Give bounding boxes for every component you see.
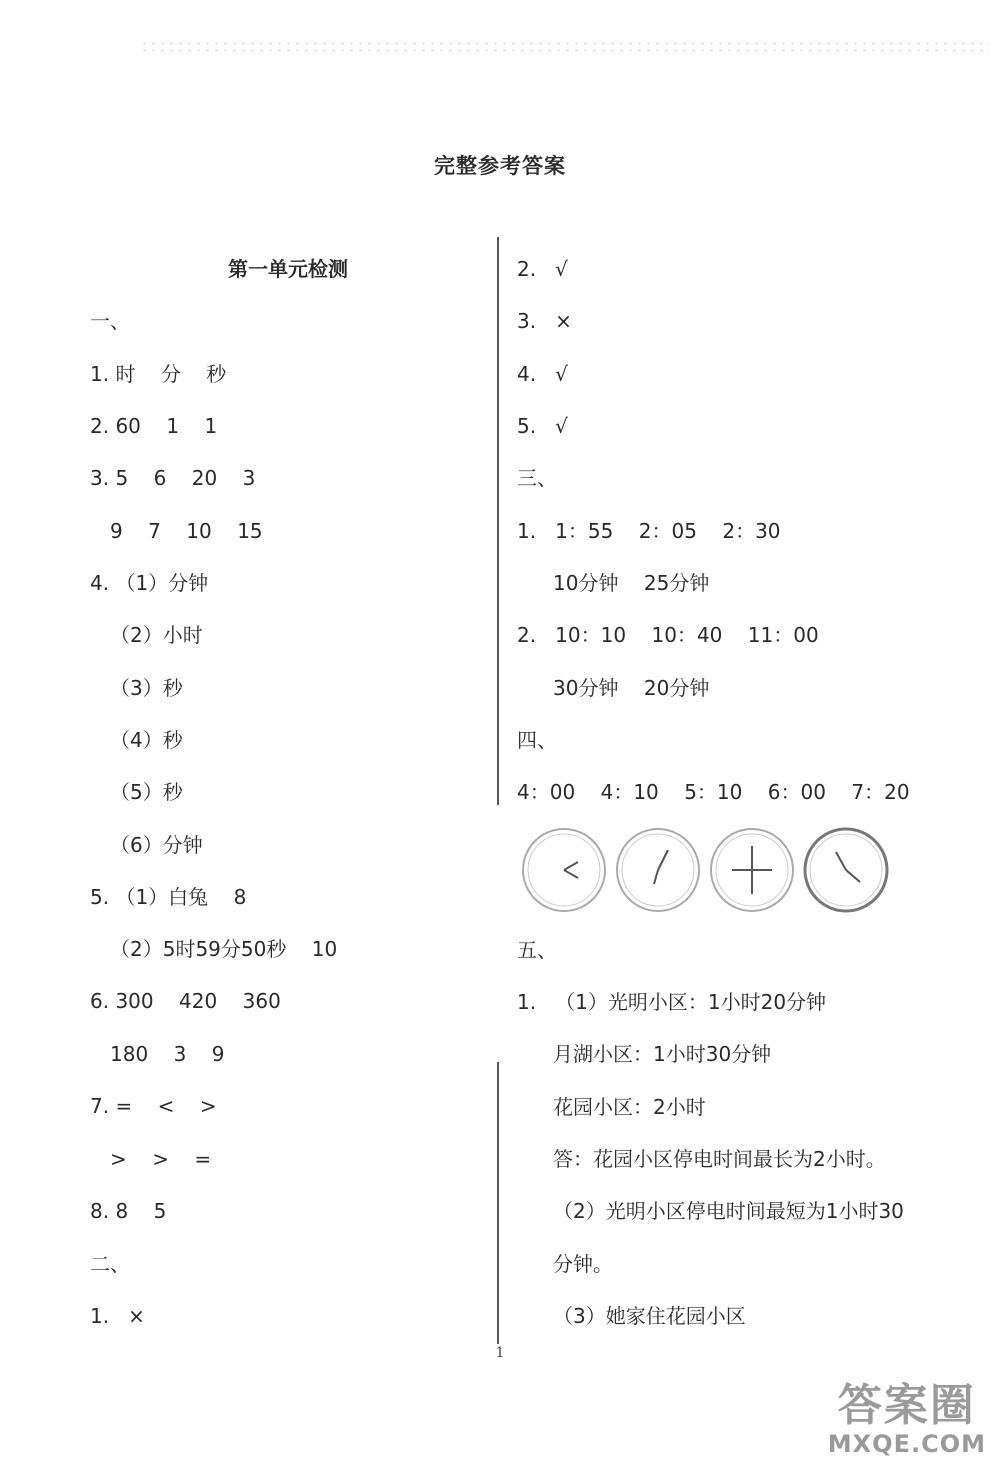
answer-line: 30分钟 20分钟 — [553, 676, 710, 700]
answer-line: 7. = < > — [90, 1094, 217, 1118]
clock-face-icon — [802, 826, 890, 914]
answer-line: 1. × — [90, 1304, 145, 1328]
answer-line: （2）5时59分50秒 10 — [110, 937, 338, 961]
answer-line: 3. × — [517, 309, 572, 333]
answer-line: 2. 10：10 10：40 11：00 — [517, 623, 819, 647]
answer-line: （2）光明小区停电时间最短为1小时30 — [553, 1199, 904, 1223]
watermark-logo-text: 答案圈 — [837, 1380, 976, 1431]
answer-line: 4. √ — [517, 362, 568, 386]
section-title: 第一单元检测 — [228, 257, 348, 281]
answer-line: 五、 — [517, 938, 557, 962]
page-title: 完整参考答案 — [434, 154, 566, 178]
answer-line: 3. 5 6 20 3 — [90, 466, 256, 490]
answer-line: 四、 — [517, 728, 557, 752]
answer-line: 花园小区：2小时 — [553, 1095, 706, 1119]
column-divider — [497, 237, 499, 805]
clock-face-icon — [708, 826, 796, 914]
answer-line: 5. √ — [517, 414, 568, 438]
clock-face-icon — [614, 826, 702, 914]
answer-line: （5）秒 — [110, 780, 183, 804]
column-divider — [497, 1062, 499, 1344]
answer-line: 月湖小区：1小时30分钟 — [553, 1042, 772, 1066]
answer-line: 6. 300 420 360 — [90, 989, 281, 1013]
answer-line: 8. 8 5 — [90, 1199, 167, 1223]
answer-line: （6）分钟 — [110, 833, 203, 857]
watermark-url: MXQE.COM — [827, 1430, 986, 1458]
answer-line: > > = — [110, 1147, 212, 1171]
answer-line: 三、 — [517, 466, 557, 490]
answer-line: 2. 60 1 1 — [90, 414, 218, 438]
answer-line: （3）她家住花园小区 — [553, 1304, 746, 1328]
clock-row — [520, 826, 890, 914]
clock-face-icon — [520, 826, 608, 914]
answer-line: 答：花园小区停电时间最长为2小时。 — [553, 1147, 886, 1171]
answer-line: 1. 时 分 秒 — [90, 362, 227, 386]
answer-line: （4）秒 — [110, 728, 183, 752]
answer-line: 一、 — [90, 309, 130, 333]
page-number: 1 — [495, 1345, 505, 1361]
answer-line: 二、 — [90, 1252, 130, 1276]
answer-line: 分钟。 — [553, 1252, 613, 1276]
answer-line: 10分钟 25分钟 — [553, 571, 710, 595]
answer-line: 1. （1）光明小区：1小时20分钟 — [517, 990, 827, 1014]
answer-line: （3）秒 — [110, 676, 183, 700]
watermark-logo — [828, 1382, 986, 1458]
answer-line: 4：00 4：10 5：10 6：00 7：20 — [517, 780, 910, 804]
answer-line: 4. （1）分钟 — [90, 571, 209, 595]
scan-noise — [140, 40, 990, 54]
answer-line: 9 7 10 15 — [110, 519, 263, 543]
answer-line: （2）小时 — [110, 623, 203, 647]
answer-line: 1. 1：55 2：05 2：30 — [517, 519, 781, 543]
answer-line: 5. （1）白兔 8 — [90, 885, 247, 909]
answer-line: 2. √ — [517, 257, 568, 281]
answer-line: 180 3 9 — [110, 1042, 225, 1066]
